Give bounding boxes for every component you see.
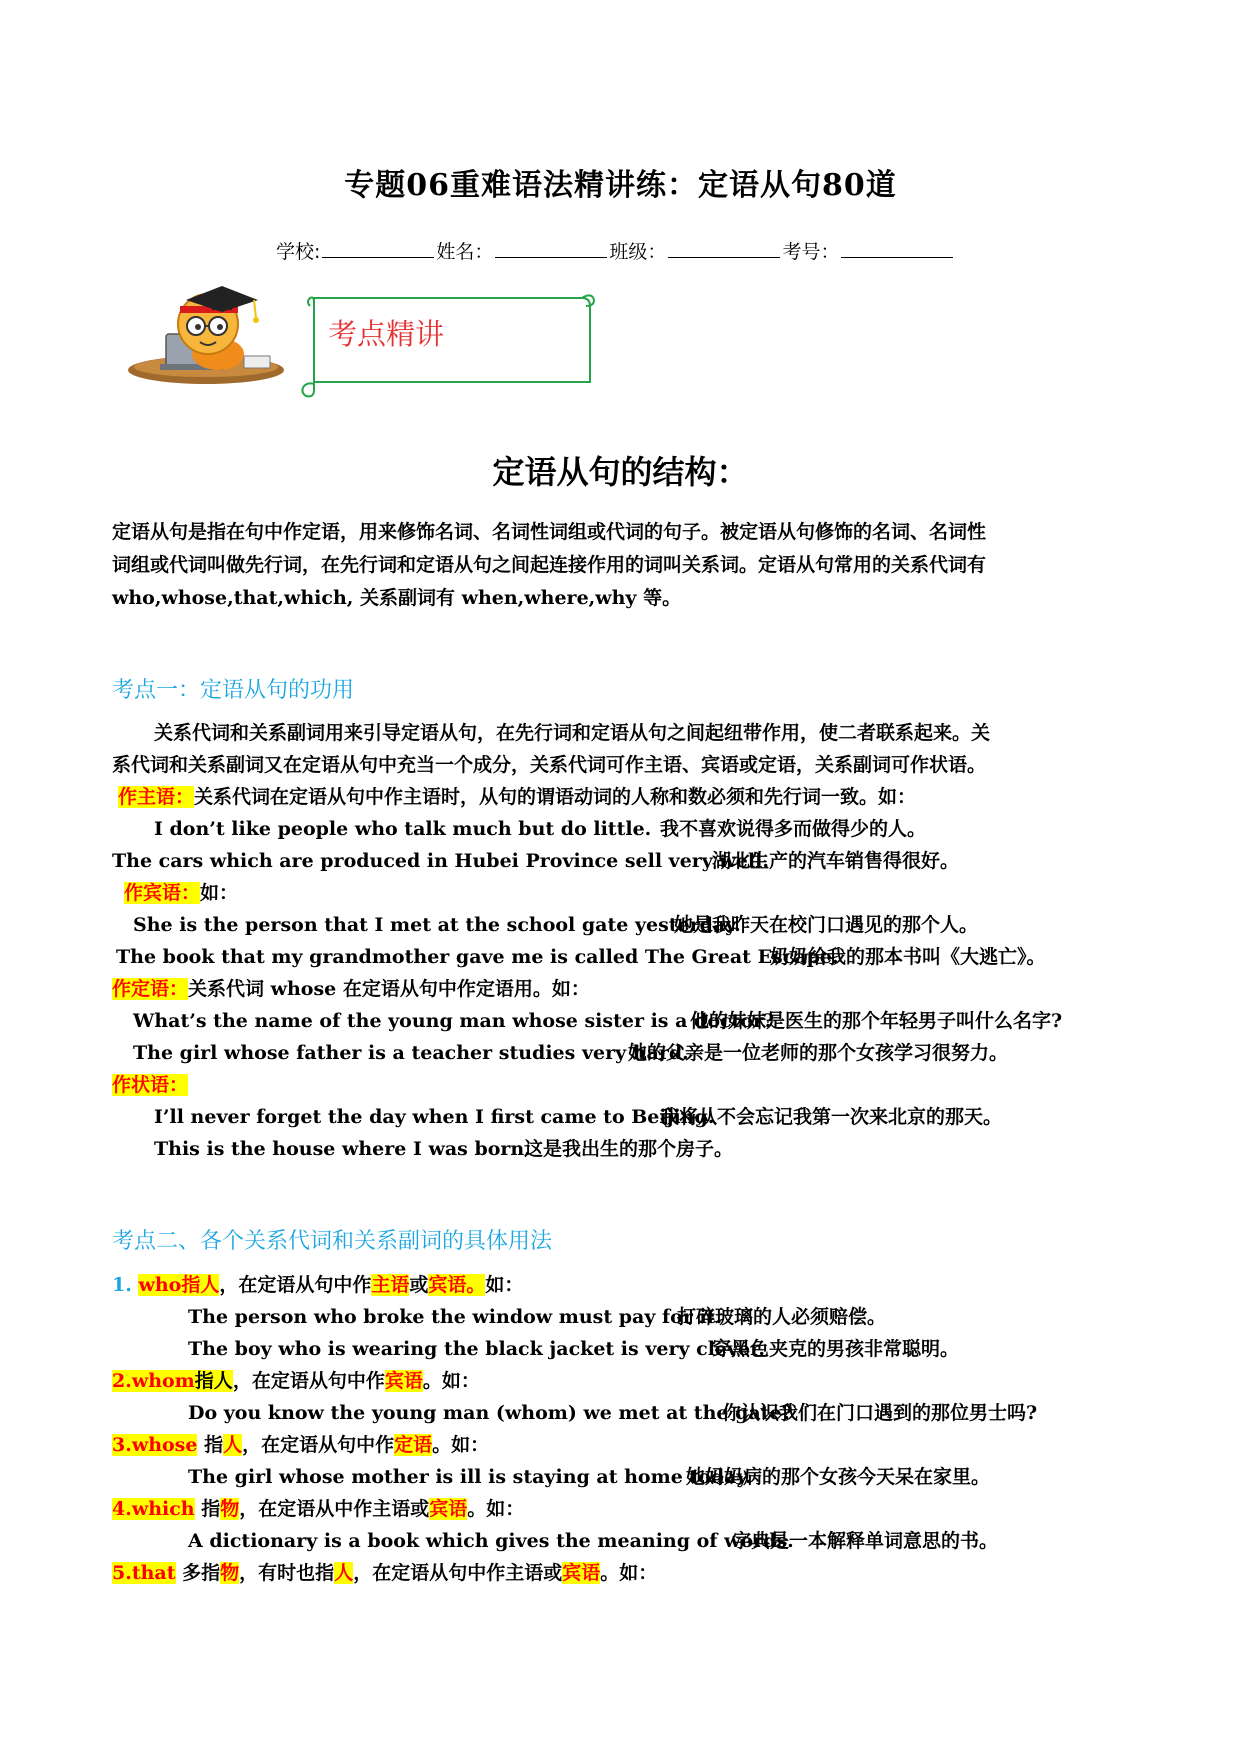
- who-rule: [112, 1270, 523, 1300]
- school-blank[interactable]: [322, 241, 434, 258]
- adverbial-example-1-zh: 我将从不会忘记我第一次来北京的那天。: [660, 1106, 1003, 1128]
- attribute-example-1-zh: 他的妹妹是医生的那个年轻男子叫什么名字?: [690, 1010, 1063, 1032]
- school-label: 学校:: [276, 241, 321, 263]
- adverbial-label: 作状语：: [112, 1074, 189, 1096]
- object-example-2-en: The book that my grandmother gave me is called The Great Escape.: [116, 946, 839, 968]
- that-tail: 。如：: [600, 1562, 658, 1584]
- object-example-1-en: She is the person that I met at the school gate yesterday.: [133, 914, 741, 936]
- which-pre: 指: [201, 1498, 221, 1520]
- which-word: 4.which: [112, 1498, 195, 1520]
- whose-text: ，在定语从句中作: [242, 1434, 395, 1456]
- whom-role: 宾语: [384, 1370, 423, 1392]
- who-example-2-en: The boy who is wearing the black jacket is very clever.: [188, 1338, 766, 1360]
- name-blank[interactable]: [495, 241, 607, 258]
- that-rule: [112, 1558, 657, 1588]
- point2-title: 考点二、各个关系代词和关系副词的具体用法: [112, 1229, 553, 1254]
- which-rule: [112, 1494, 524, 1524]
- point1-title: 考点一：定语从句的功用: [112, 678, 355, 703]
- who-example-1-en: The person who broke the window must pay for it.: [188, 1306, 723, 1328]
- that-mid: ，有时也指: [239, 1562, 335, 1584]
- who-word: who: [138, 1274, 182, 1296]
- subject-rule: [118, 782, 916, 812]
- whom-rule: [112, 1366, 480, 1396]
- student-info-line: [276, 237, 955, 264]
- object-text: 如：: [200, 882, 239, 904]
- that-word: 5.that: [112, 1562, 176, 1584]
- whom-text: ，在定语从句中作: [232, 1370, 385, 1392]
- that-role: 宾语: [562, 1562, 601, 1584]
- who-role-object: 宾语。: [428, 1274, 486, 1296]
- object-example-1-zh: 她是我昨天在校门口遇见的那个人。: [674, 914, 979, 936]
- whose-example-1-zh: 她妈妈病的那个女孩今天呆在家里。: [686, 1466, 991, 1488]
- point1-para-2: 系代词和关系副词又在定语从句中充当一个成分，关系代词可作主语、宾语或定语，关系副词可作状语。: [112, 754, 987, 776]
- that-pre: 多指: [182, 1562, 221, 1584]
- attribute-example-2-zh: 她的父亲是一位老师的那个女孩学习很努力。: [628, 1042, 1009, 1064]
- subject-text: 关系代词在定语从句中作主语时，从句的谓语动词的人称和数必须和先行词一致。如：: [194, 786, 917, 808]
- whose-word: 3.whose: [112, 1434, 198, 1456]
- number-label: 考号：: [782, 241, 840, 263]
- page-title: 专题06重难语法精讲练：定语从句80道: [344, 168, 897, 203]
- who-refers: 指人: [181, 1274, 220, 1296]
- whom-word: 2.whom: [112, 1370, 195, 1392]
- subject-label: 作主语：: [118, 786, 195, 808]
- whose-rule: [112, 1430, 489, 1460]
- class-label: 班级：: [609, 241, 667, 263]
- subject-example-1-en: I don’t like people who talk much but do little.: [154, 818, 652, 840]
- that-text: ，在定语从句中作主语或: [353, 1562, 563, 1584]
- object-example-2-zh: 奶奶给我的那本书叫《大逃亡》。: [770, 946, 1046, 968]
- object-rule: [124, 878, 238, 908]
- whom-example-1-en: Do you know the young man (whom) we met at the gate?: [188, 1402, 793, 1424]
- section-heading: 定语从句的结构：: [492, 453, 749, 491]
- object-label: 作宾语：: [124, 882, 201, 904]
- intro-line-3: who,whose,that,which, 关系副词有 when,where,why 等。: [112, 587, 682, 609]
- point1-para-1: 关系代词和关系副词用来引导定语从句，在先行词和定语从句之间起纽带作用，使二者联系起来。关: [154, 722, 991, 744]
- whom-tail: 。如：: [422, 1370, 480, 1392]
- adverbial-example-2-en: This is the house where I was born.: [154, 1138, 531, 1160]
- class-blank[interactable]: [668, 241, 780, 258]
- mascot-illustration: [126, 282, 286, 392]
- adverbial-rule: [112, 1070, 188, 1100]
- adverbial-example-1-en: I’ll never forget the day when I first came to Beijing.: [154, 1106, 715, 1128]
- who-role-subject: 主语: [371, 1274, 410, 1296]
- subject-example-2-zh: 湖北生产的汽车销售得很好。: [712, 850, 960, 872]
- who-or: 或: [409, 1274, 429, 1296]
- whose-tail: 。如：: [432, 1434, 490, 1456]
- which-text: ，在定语从中作主语或: [239, 1498, 430, 1520]
- whose-refers: 人: [223, 1434, 243, 1456]
- name-label: 姓名：: [436, 241, 494, 263]
- who-number: 1.: [112, 1274, 132, 1296]
- which-example-1-en: A dictionary is a book which gives the meaning of words.: [188, 1530, 794, 1552]
- which-refers: 物: [220, 1498, 240, 1520]
- which-example-1-zh: 字典是一本解释单词意思的书。: [732, 1530, 999, 1552]
- adverbial-example-2-zh: 这是我出生的那个房子。: [524, 1138, 734, 1160]
- who-text: ，在定语从句中作: [219, 1274, 372, 1296]
- attribute-rule: [112, 974, 590, 1004]
- who-example-1-zh: 打碎玻璃的人必须赔偿。: [677, 1306, 887, 1328]
- whom-example-1-zh: 你认识我们在门口遇到的那位男士吗?: [722, 1402, 1038, 1424]
- that-refers: 物: [220, 1562, 240, 1584]
- banner-label: 考点精讲: [328, 317, 445, 351]
- attribute-example-2-en: The girl whose father is a teacher studies very hard.: [133, 1042, 689, 1064]
- attribute-text: 关系代词 whose 在定语从句中作定语用。如：: [188, 978, 590, 1000]
- subject-example-1-zh: 我不喜欢说得多而做得少的人。: [660, 818, 927, 840]
- intro-line-2: 词组或代词叫做先行词，在先行词和定语从句之间起连接作用的词叫关系词。定语从句常用的关系代词有: [112, 554, 987, 576]
- which-tail: 。如：: [467, 1498, 525, 1520]
- attribute-label: 作定语：: [112, 978, 189, 1000]
- which-role: 宾语: [429, 1498, 468, 1520]
- whom-refers: 指人: [194, 1370, 233, 1392]
- intro-line-1: 定语从句是指在句中作定语，用来修饰名词、名词性词组或代词的句子。被定语从句修饰的名词、名词性: [112, 521, 987, 543]
- who-tail: 如：: [485, 1274, 524, 1296]
- subject-example-2-en: The cars which are produced in Hubei Province sell very well.: [112, 850, 769, 872]
- attribute-example-1-en: What’s the name of the young man whose sister is a doctor?: [133, 1010, 775, 1032]
- that-refers-2: 人: [334, 1562, 354, 1584]
- whose-pre: 指: [204, 1434, 224, 1456]
- number-blank[interactable]: [841, 241, 953, 258]
- whose-role: 定语: [394, 1434, 433, 1456]
- who-example-2-zh: 穿黑色夹克的男孩非常聪明。: [712, 1338, 960, 1360]
- whose-example-1-en: The girl whose mother is ill is staying at home today.: [188, 1466, 752, 1488]
